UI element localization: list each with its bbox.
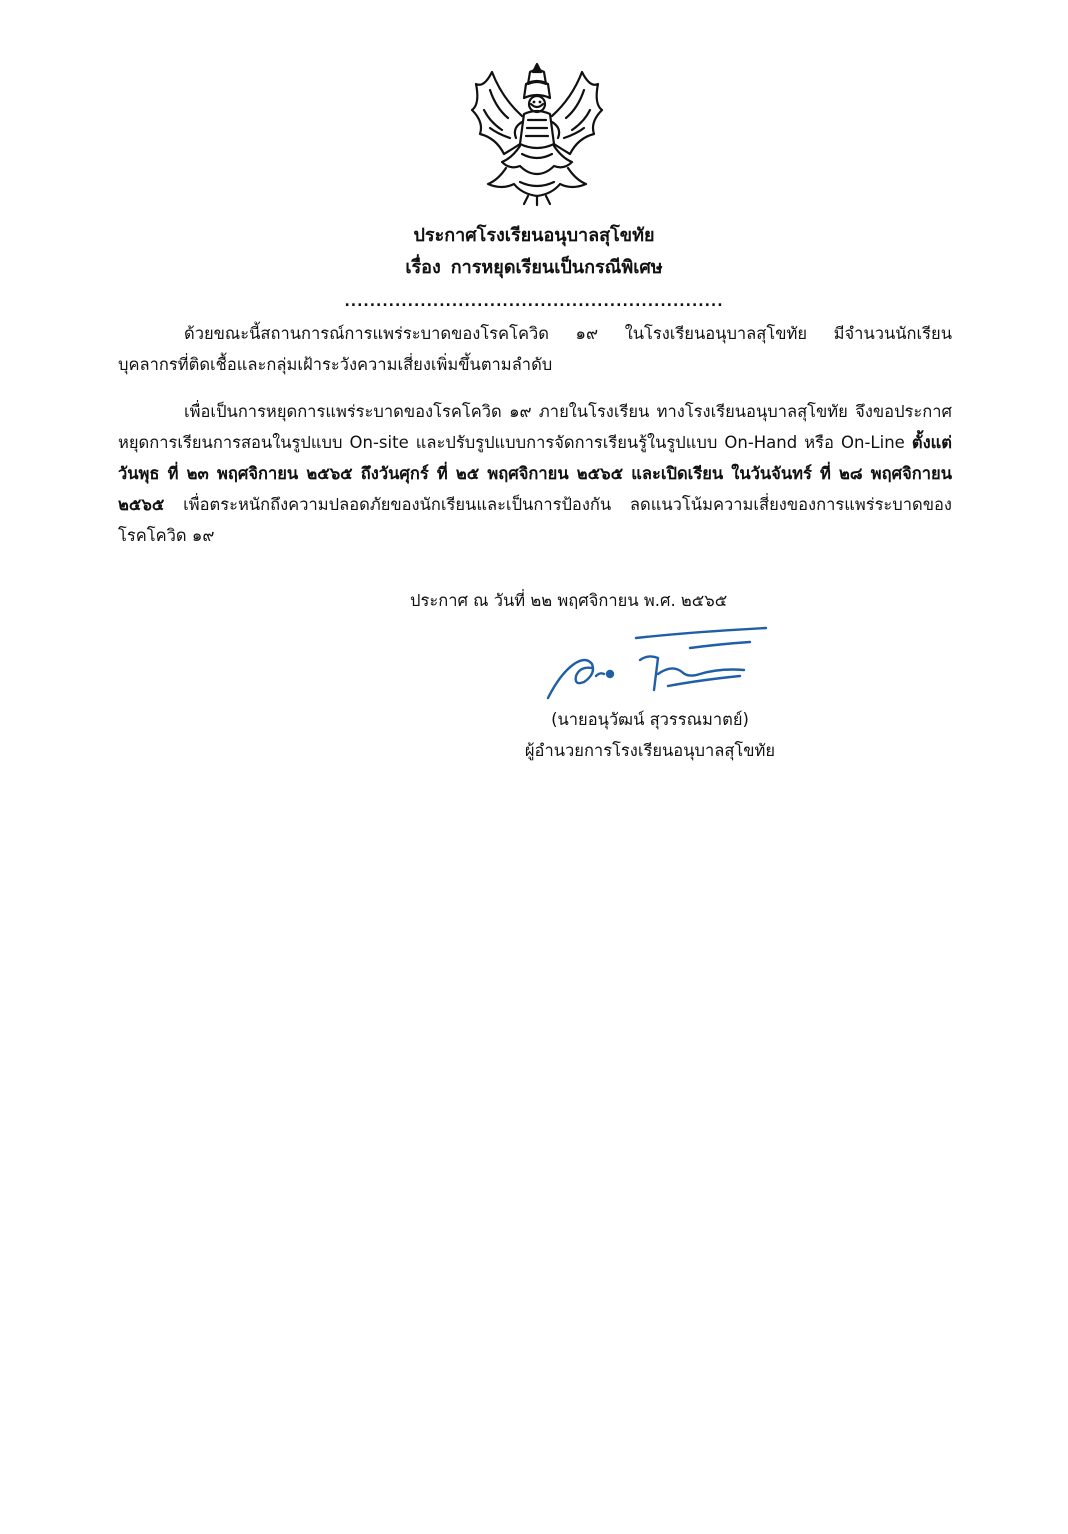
body-paragraph-1: ด้วยขณะนี้สถานการณ์การแพร่ระบาดของโรคโควิด ๑๙ ในโรงเรียนอนุบาลสุโขทัย มีจำนวนนักเรียน บุคลากรที่ติดเชื้อและกลุ่มเฝ้าระวังความเสี่ยงเพิ่มขึ้นตามลำดับ [118,324,952,374]
header-separator: ............................................................ [344,294,724,310]
announcement-body [118,318,952,567]
signer-name: (นายอนุวัฒน์ สุวรรณมาตย์) [551,710,749,729]
signer-block [470,704,830,766]
signer-position: ผู้อำนวยการโรงเรียนอนุบาลสุโขทัย [524,741,776,760]
body-paragraph-2 [118,396,952,551]
announcement-header [0,220,1068,312]
subject-label: เรื่อง [405,257,441,278]
announcement-subject-line [0,252,1068,284]
closure-dates-bold: ตั้งแต่วันพุธ ที่ ๒๓ พฤศจิกายน ๒๕๖๕ ถึงวันศุกร์ ที่ ๒๕ พฤศจิกายน ๒๕๖๕ และเปิดเรียน ในวันจันทร์ ที่ ๒๘ พฤศจิกายน ๒๕๖๕ [118,433,952,514]
paragraph-2-end: เพื่อตระหนักถึงความปลอดภัยของนักเรียนและเป็นการป้องกัน ลดแนวโน้มความเสี่ยงของการแพร่ระบาดของโรคโควิด ๑๙ [118,495,952,545]
announcement-date: ประกาศ ณ วันที่ ๒๒ พฤศจิกายน พ.ศ. ๒๕๖๕ [410,591,728,610]
handwritten-signature [540,624,776,704]
announcement-title: ประกาศโรงเรียนอนุบาลสุโขทัย [413,225,655,246]
paragraph-2-start: เพื่อเป็นการหยุดการแพร่ระบาดของโรคโควิด ๑๙ ภายในโรงเรียน ทางโรงเรียนอนุบาลสุโขทัย จึงขอประกาศหยุดการเรียนการสอนในรูปแบบ On-site และปรับรูปแบบการจัดการเรียนรู้ในรูปแบบ On-Hand หรือ On-Line [118,402,952,452]
subject-text: การหยุดเรียนเป็นกรณีพิเศษ [450,257,663,278]
garuda-emblem-icon [462,58,612,208]
